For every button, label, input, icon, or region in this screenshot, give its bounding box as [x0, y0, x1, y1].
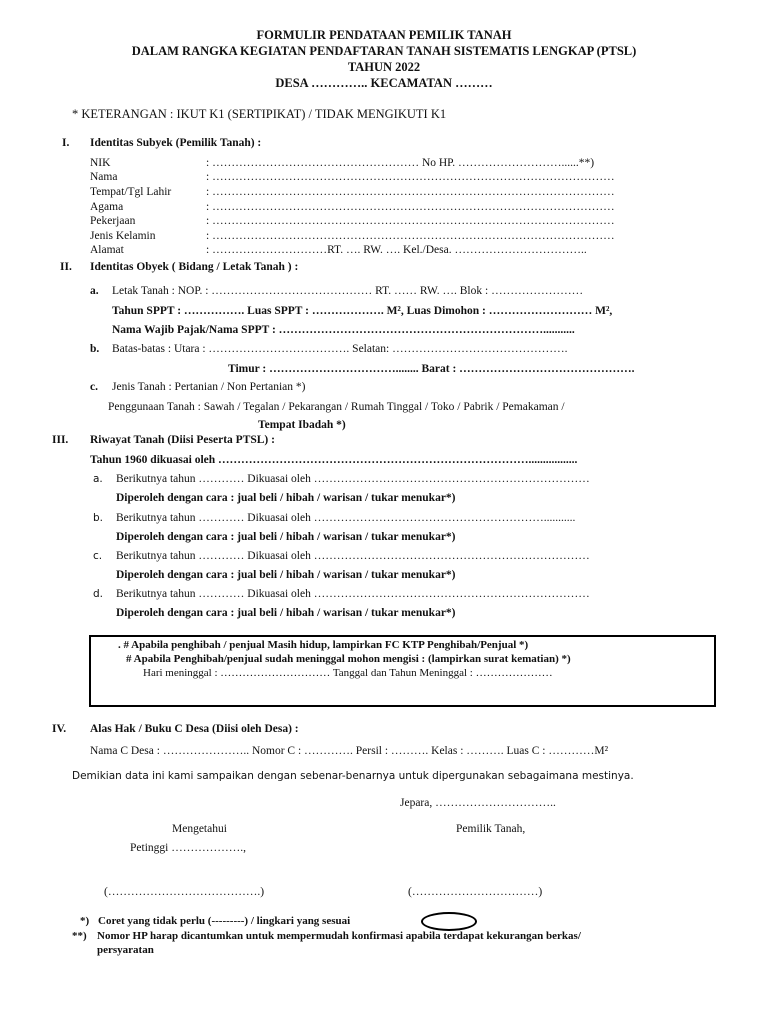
- field-label-nama: Nama: [90, 171, 118, 183]
- field-value-jenis-kelamin[interactable]: : ……………………………………………………………………………………………: [206, 230, 615, 242]
- footnote1-mark: *): [80, 915, 90, 927]
- section2-number: II.: [60, 261, 72, 273]
- closing-statement: Demikian data ini kami sampaikan dengan sebenar-benarnya untuk dipergunakan sebagaimana mestinya.: [72, 770, 634, 782]
- wajib-pajak-line[interactable]: Nama Wajib Pajak/Nama SPPT : ……………………………………………………………...........: [112, 324, 575, 336]
- field-value-pekerjaan[interactable]: : ……………………………………………………………………………………………: [206, 215, 615, 227]
- field-value-nama[interactable]: : ……………………………………………………………………………………………: [206, 171, 615, 183]
- section2-a-marker: a.: [90, 285, 99, 297]
- section3-number: III.: [52, 434, 69, 446]
- section4-title: Alas Hak / Buku C Desa (Diisi oleh Desa) :: [90, 723, 299, 735]
- section1-title: Identitas Subyek (Pemilik Tanah) :: [90, 137, 262, 149]
- penggunaan-tanah-cont[interactable]: Tempat Ibadah *): [258, 419, 346, 431]
- pemilik-tanah-label: Pemilik Tanah,: [456, 823, 526, 835]
- signature-left[interactable]: (………………………………….): [104, 886, 265, 898]
- section2-title: Identitas Obyek ( Bidang / Letak Tanah ) :: [90, 261, 299, 273]
- jenis-tanah-line[interactable]: Jenis Tanah : Pertanian / Non Pertanian *): [112, 381, 306, 393]
- footnote1-text: Coret yang tidak perlu (---------) / lingkari yang sesuai: [98, 915, 351, 927]
- form-title-line2: DALAM RANGKA KEGIATAN PENDAFTARAN TANAH SISTEMATIS LENGKAP (PTSL): [131, 44, 637, 58]
- riwayat-d-cara[interactable]: Diperoleh dengan cara : jual beli / hibah / warisan / tukar menukar*): [116, 607, 456, 619]
- footnote2-text-cont: persyaratan: [97, 944, 154, 956]
- riwayat-a-line[interactable]: Berikutnya tahun ………… Dikuasai oleh ………………………………………………………………: [116, 473, 590, 485]
- field-label-agama: Agama: [90, 201, 124, 213]
- section3-title: Riwayat Tanah (Diisi Peserta PTSL) :: [90, 434, 275, 446]
- riwayat-c-cara[interactable]: Diperoleh dengan cara : jual beli / hibah / warisan / tukar menukar*): [116, 569, 456, 581]
- footnote2-mark: **): [72, 930, 87, 942]
- penghibah-meninggal-note: # Apabila Penghibah/penjual sudah meninggal mohon mengisi : (lampirkan surat kematian) *): [126, 653, 571, 665]
- field-label-alamat: Alamat: [90, 244, 124, 256]
- riwayat-b-line[interactable]: Berikutnya tahun ………… Dikuasai oleh ……………………………………………………...........: [116, 512, 576, 524]
- footnote2-text: Nomor HP harap dicantumkan untuk mempermudah konfirmasi apabila terdapat kekurangan berkas/: [97, 930, 581, 942]
- section4-number: IV.: [52, 723, 67, 735]
- tahun-sppt-line[interactable]: Tahun SPPT : ……………. Luas SPPT : ………………. M², Luas Dimohon : ……………………… M²,: [112, 305, 613, 317]
- field-value-alamat[interactable]: : …………………………RT. …. RW. …. Kel./Desa. ……………………………..: [206, 244, 587, 256]
- petinggi-label[interactable]: Petinggi ……………….,: [130, 842, 246, 854]
- hari-meninggal-line[interactable]: Hari meninggal : ………………………… Tanggal dan Tahun Meninggal : …………………: [143, 667, 553, 679]
- penggunaan-tanah-line[interactable]: Penggunaan Tanah : Sawah / Tegalan / Pekarangan / Rumah Tinggal / Toko / Pabrik / Pemakaman /: [108, 401, 565, 413]
- section2-c-marker: c.: [90, 381, 98, 393]
- field-value-ttl[interactable]: : ……………………………………………………………………………………………: [206, 186, 615, 198]
- form-title-year: TAHUN 2022: [347, 60, 421, 74]
- riwayat-b-marker: b.: [93, 512, 104, 524]
- batas-timur-barat-line[interactable]: Timur : ……………………………........ Barat : ……………………………………….: [228, 363, 635, 375]
- field-label-ttl: Tempat/Tgl Lahir: [90, 186, 172, 198]
- riwayat-d-line[interactable]: Berikutnya tahun ………… Dikuasai oleh ………………………………………………………………: [116, 588, 590, 600]
- riwayat-b-cara[interactable]: Diperoleh dengan cara : jual beli / hibah / warisan / tukar menukar*): [116, 531, 456, 543]
- field-label-pekerjaan: Pekerjaan: [90, 215, 136, 227]
- form-title-desa: DESA ………….. KECAMATAN ………: [275, 76, 493, 90]
- riwayat-c-marker: c.: [93, 550, 103, 562]
- section2-b-marker: b.: [90, 343, 100, 355]
- keterangan: * KETERANGAN : IKUT K1 (SERTIPIKAT) / TIDAK MENGIKUTI K1: [72, 107, 447, 121]
- riwayat-a-marker: a.: [93, 473, 103, 485]
- riwayat-c-line[interactable]: Berikutnya tahun ………… Dikuasai oleh ………………………………………………………………: [116, 550, 590, 562]
- field-label-nik: NIK: [90, 157, 111, 169]
- place-date-line[interactable]: Jepara, …………………………..: [400, 797, 556, 809]
- riwayat-d-marker: d.: [93, 588, 104, 600]
- field-value-agama[interactable]: : ……………………………………………………………………………………………: [206, 201, 615, 213]
- field-label-jenis-kelamin: Jenis Kelamin: [90, 230, 156, 242]
- field-value-nik[interactable]: : ……………………………………………… No HP. ………………………......**): [206, 157, 595, 169]
- form-title-line1: FORMULIR PENDATAAN PEMILIK TANAH: [256, 28, 512, 42]
- riwayat-a-cara[interactable]: Diperoleh dengan cara : jual beli / hibah / warisan / tukar menukar*): [116, 492, 456, 504]
- buku-c-desa-line[interactable]: Nama C Desa : ………………….. Nomor C : …………. Persil : ………. Kelas : ………. Luas C : …………M²: [90, 745, 609, 757]
- letak-tanah-line[interactable]: Letak Tanah : NOP. : …………………………………… RT. …… RW. …. Blok : ……………………: [112, 285, 584, 297]
- section1-number: I.: [62, 137, 70, 149]
- tahun-1960-line[interactable]: Tahun 1960 dikuasai oleh ……………………………………………………………………….................: [90, 454, 578, 466]
- penghibah-hidup-note: . # Apabila penghibah / penjual Masih hidup, lampirkan FC KTP Penghibah/Penjual *): [118, 639, 529, 651]
- mengetahui-label: Mengetahui: [172, 823, 227, 835]
- batas-utara-selatan-line[interactable]: Batas-batas : Utara : ………………………………. Selatan: ……………………………………….: [112, 343, 568, 355]
- signature-right[interactable]: (……………………………): [408, 886, 543, 898]
